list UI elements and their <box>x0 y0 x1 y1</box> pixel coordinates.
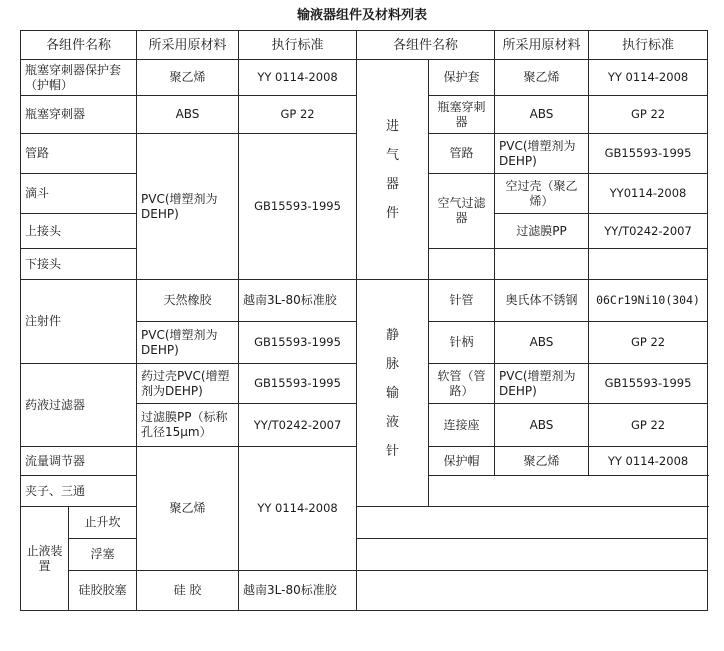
table-row <box>21 60 708 96</box>
header-material-right: 所采用原材料 <box>495 31 589 60</box>
standard-cell: GP 22 <box>589 404 708 447</box>
header-standard-right: 执行标准 <box>589 31 708 60</box>
component-name: 滴斗 <box>21 174 137 214</box>
material-cell: 过滤膜PP <box>495 214 589 249</box>
material-cell: ABS <box>495 96 589 134</box>
empty-cell <box>357 539 708 571</box>
standard-cell: GP 22 <box>239 96 357 134</box>
standard-cell: GB15593-1995 <box>239 322 357 364</box>
material-cell: 空过壳（聚乙烯） <box>495 174 589 214</box>
material-cell: 过滤膜PP（标称孔径15μm） <box>137 404 239 447</box>
standard-cell: YY/T0242-2007 <box>239 404 357 447</box>
empty-cell <box>357 571 708 611</box>
standard-cell: GP 22 <box>589 96 708 134</box>
header-component-right: 各组件名称 <box>357 31 495 60</box>
material-cell: 聚乙烯 <box>495 60 589 96</box>
material-cell: PVC(增塑剂为DEHP) <box>495 134 589 174</box>
component-name: 上接头 <box>21 214 137 249</box>
empty-cell <box>357 507 708 539</box>
standard-cell: YY 0114-2008 <box>239 447 357 571</box>
material-cell: 药过壳PVC(增塑剂为DEHP) <box>137 364 239 404</box>
component-name: 瓶塞穿刺器 <box>429 96 495 134</box>
standard-cell: GB15593-1995 <box>239 364 357 404</box>
empty-cell <box>589 249 708 280</box>
component-name: 软管（管路） <box>429 364 495 404</box>
component-name: 连接座 <box>429 404 495 447</box>
table-row <box>21 507 708 539</box>
material-cell: ABS <box>495 322 589 364</box>
table-row <box>21 571 708 611</box>
table-header-row <box>21 31 708 60</box>
page-title: 输液器组件及材料列表 <box>296 8 427 23</box>
component-name: 管路 <box>429 134 495 174</box>
component-name: 注射件 <box>21 280 137 364</box>
iv-needle-group-label: 静 脉 输 液 针 <box>357 280 429 507</box>
air-inlet-group-label: 进 气 器 件 <box>357 60 429 280</box>
material-cell: 天然橡胶 <box>137 280 239 322</box>
material-cell: PVC(增塑剂为DEHP) <box>137 134 239 280</box>
component-name: 夹子、三通 <box>21 476 137 507</box>
standard-cell: YY/T0242-2007 <box>589 214 708 249</box>
sub-component-name: 浮塞 <box>69 539 137 571</box>
component-name: 瓶塞穿刺器 <box>21 96 137 134</box>
standard-cell: 06Cr19Ni10(304) <box>589 280 708 322</box>
header-standard: 执行标准 <box>239 31 357 60</box>
material-cell: 硅 胶 <box>137 571 239 611</box>
component-name: 针管 <box>429 280 495 322</box>
standard-cell: YY0114-2008 <box>589 174 708 214</box>
component-name: 止液装置 <box>21 507 69 611</box>
standard-cell: 越南3L-80标准胶 <box>239 571 357 611</box>
material-cell: ABS <box>137 96 239 134</box>
component-name: 空气过滤器 <box>429 174 495 249</box>
standard-cell: 越南3L-80标准胶 <box>239 280 357 322</box>
standard-cell: GB15593-1995 <box>239 134 357 280</box>
table-row <box>21 280 708 322</box>
component-name: 管路 <box>21 134 137 174</box>
component-name: 保护套 <box>429 60 495 96</box>
material-cell: 聚乙烯 <box>137 447 239 571</box>
sub-component-name: 止升坎 <box>69 507 137 539</box>
header-material: 所采用原材料 <box>137 31 239 60</box>
standard-cell: YY 0114-2008 <box>239 60 357 96</box>
material-cell: PVC(增塑剂为DEHP) <box>137 322 239 364</box>
component-name: 药液过滤器 <box>21 364 137 447</box>
sub-component-name: 硅胶胶塞 <box>69 571 137 611</box>
empty-cell <box>495 249 589 280</box>
table-row <box>21 539 708 571</box>
standard-cell: GB15593-1995 <box>589 134 708 174</box>
empty-cell <box>429 476 708 507</box>
material-cell: PVC(增塑剂为DEHP) <box>495 364 589 404</box>
standard-cell: GP 22 <box>589 322 708 364</box>
materials-table <box>20 30 708 611</box>
standard-cell: YY 0114-2008 <box>589 447 708 476</box>
component-name: 针柄 <box>429 322 495 364</box>
material-cell: ABS <box>495 404 589 447</box>
header-component: 各组件名称 <box>21 31 137 60</box>
material-cell: 奥氏体不锈钢 <box>495 280 589 322</box>
component-name: 下接头 <box>21 249 137 280</box>
empty-cell <box>429 249 495 280</box>
component-name: 瓶塞穿刺器保护套（护帽） <box>21 60 137 96</box>
material-cell: 聚乙烯 <box>495 447 589 476</box>
component-name: 保护帽 <box>429 447 495 476</box>
standard-cell: GB15593-1995 <box>589 364 708 404</box>
standard-cell: YY 0114-2008 <box>589 60 708 96</box>
component-name: 流量调节器 <box>21 447 137 476</box>
material-cell: 聚乙烯 <box>137 60 239 96</box>
